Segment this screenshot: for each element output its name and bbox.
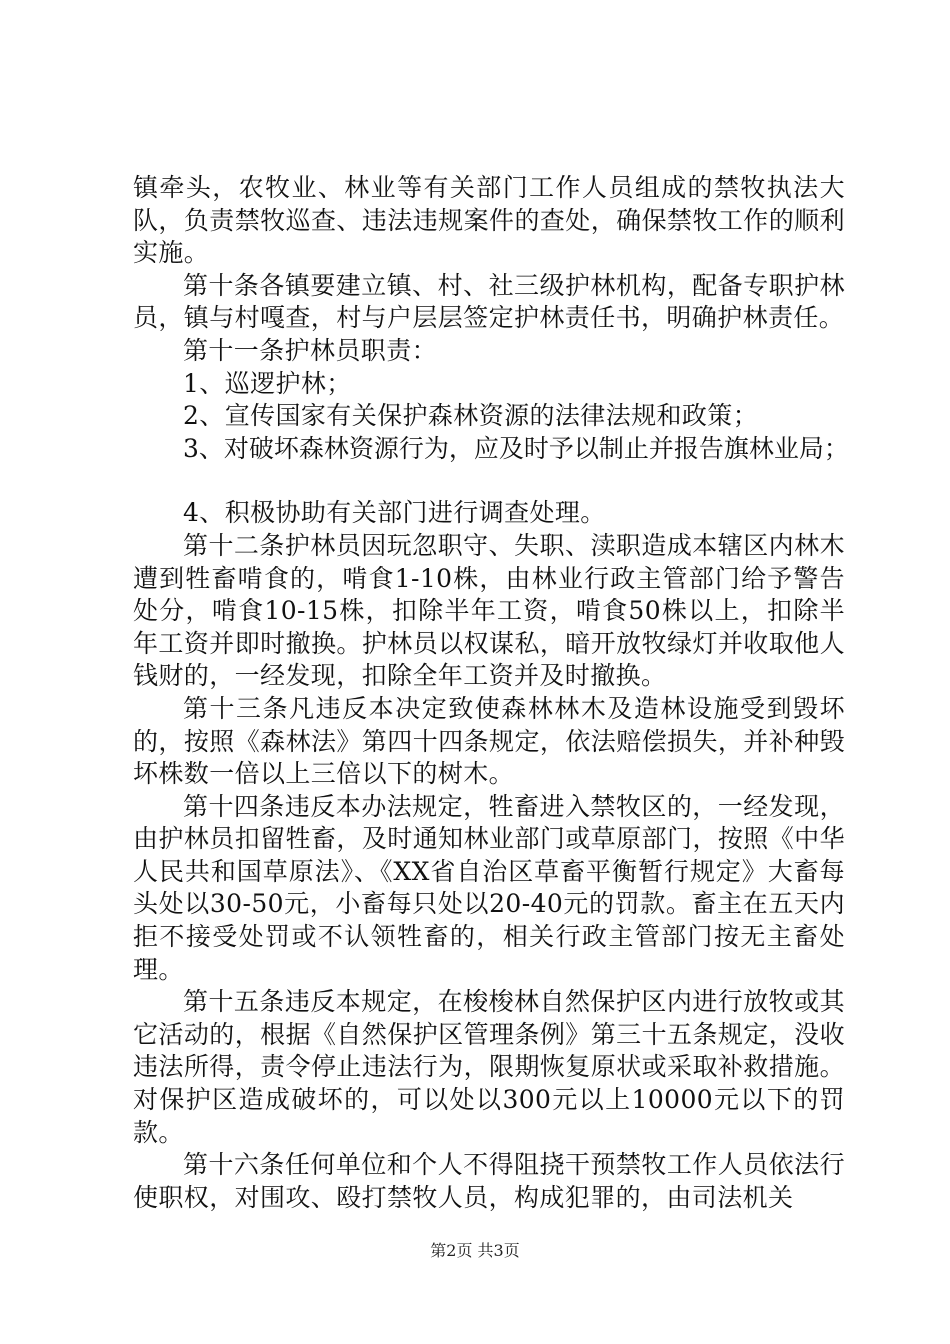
paragraph-article-11: 第十一条护林员职责： <box>183 335 438 365</box>
list-item-duty-3: 3、对破坏森林资源行为，应及时予以制止并报告旗林业局； <box>183 433 849 463</box>
paragraph-continuation: 镇牵头，农牧业、林业等有关部门工作人员组成的禁牧执法大队，负责禁牧巡查、违法违规案件的查处，确保禁牧工作的顺利实施。 <box>133 173 845 268</box>
paragraph-article-16: 第十六条任何单位和个人不得阻挠干预禁牧工作人员依法行使职权，对围攻、殴打禁牧人员，构成犯罪的，由司法机关 <box>133 1150 845 1212</box>
page-footer <box>0 1240 950 1262</box>
paragraph-article-15: 第十五条违反本规定，在梭梭林自然保护区内进行放牧或其它活动的，根据《自然保护区管理条例》第三十五条规定，没收违法所得，责令停止违法行为，限期恢复原状或采取补救措施。对保护区造成破坏的，可以处以300元以上10000元以下的罚款。 <box>133 987 845 1147</box>
paragraph-article-10: 第十条各镇要建立镇、村、社三级护林机构，配备专职护林员，镇与村嘎查，村与户层层签定护林责任书，明确护林责任。 <box>133 270 845 333</box>
paragraph-article-13: 第十三条凡违反本决定致使森林林木及造林设施受到毁坏的，按照《森林法》第四十四条规定，依法赔偿损失，并补种毁坏株数一倍以上三倍以下的树木。 <box>133 693 845 789</box>
list-item-duty-2: 2、宣传国家有关保护森林资源的法律法规和政策； <box>183 401 759 431</box>
paragraph-article-14: 第十四条违反本办法规定，牲畜进入禁牧区的，一经发现，由护林员扣留牲畜，及时通知林业部门或草原部门，按照《中华人民共和国草原法》、《XX省自治区草畜平衡暂行规定》大畜每头处以30-50元，小畜每只处以20-40元的罚款。畜主在五天内拒不接受处罚或不认领牲畜的，相关行政主管部门按无主畜处理。 <box>133 791 845 984</box>
page-number-label: 第2页 共3页 <box>430 1241 520 1260</box>
list-item-duty-1: 1、巡逻护林； <box>183 368 352 398</box>
list-item-duty-4: 4、积极协助有关部门进行调查处理。 <box>183 498 606 528</box>
paragraph-article-12: 第十二条护林员因玩忽职守、失职、渎职造成本辖区内林木遭到牲畜啃食的，啃食1-10株，由林业行政主管部门给予警告处分，啃食10-15株，扣除半年工资，啃食50株以上，扣除半年工资并即时撤换。护林员以权谋私，暗开放牧绿灯并收取他人钱财的，一经发现，扣除全年工资并及时撤换。 <box>133 530 845 691</box>
document-body <box>133 172 849 1214</box>
